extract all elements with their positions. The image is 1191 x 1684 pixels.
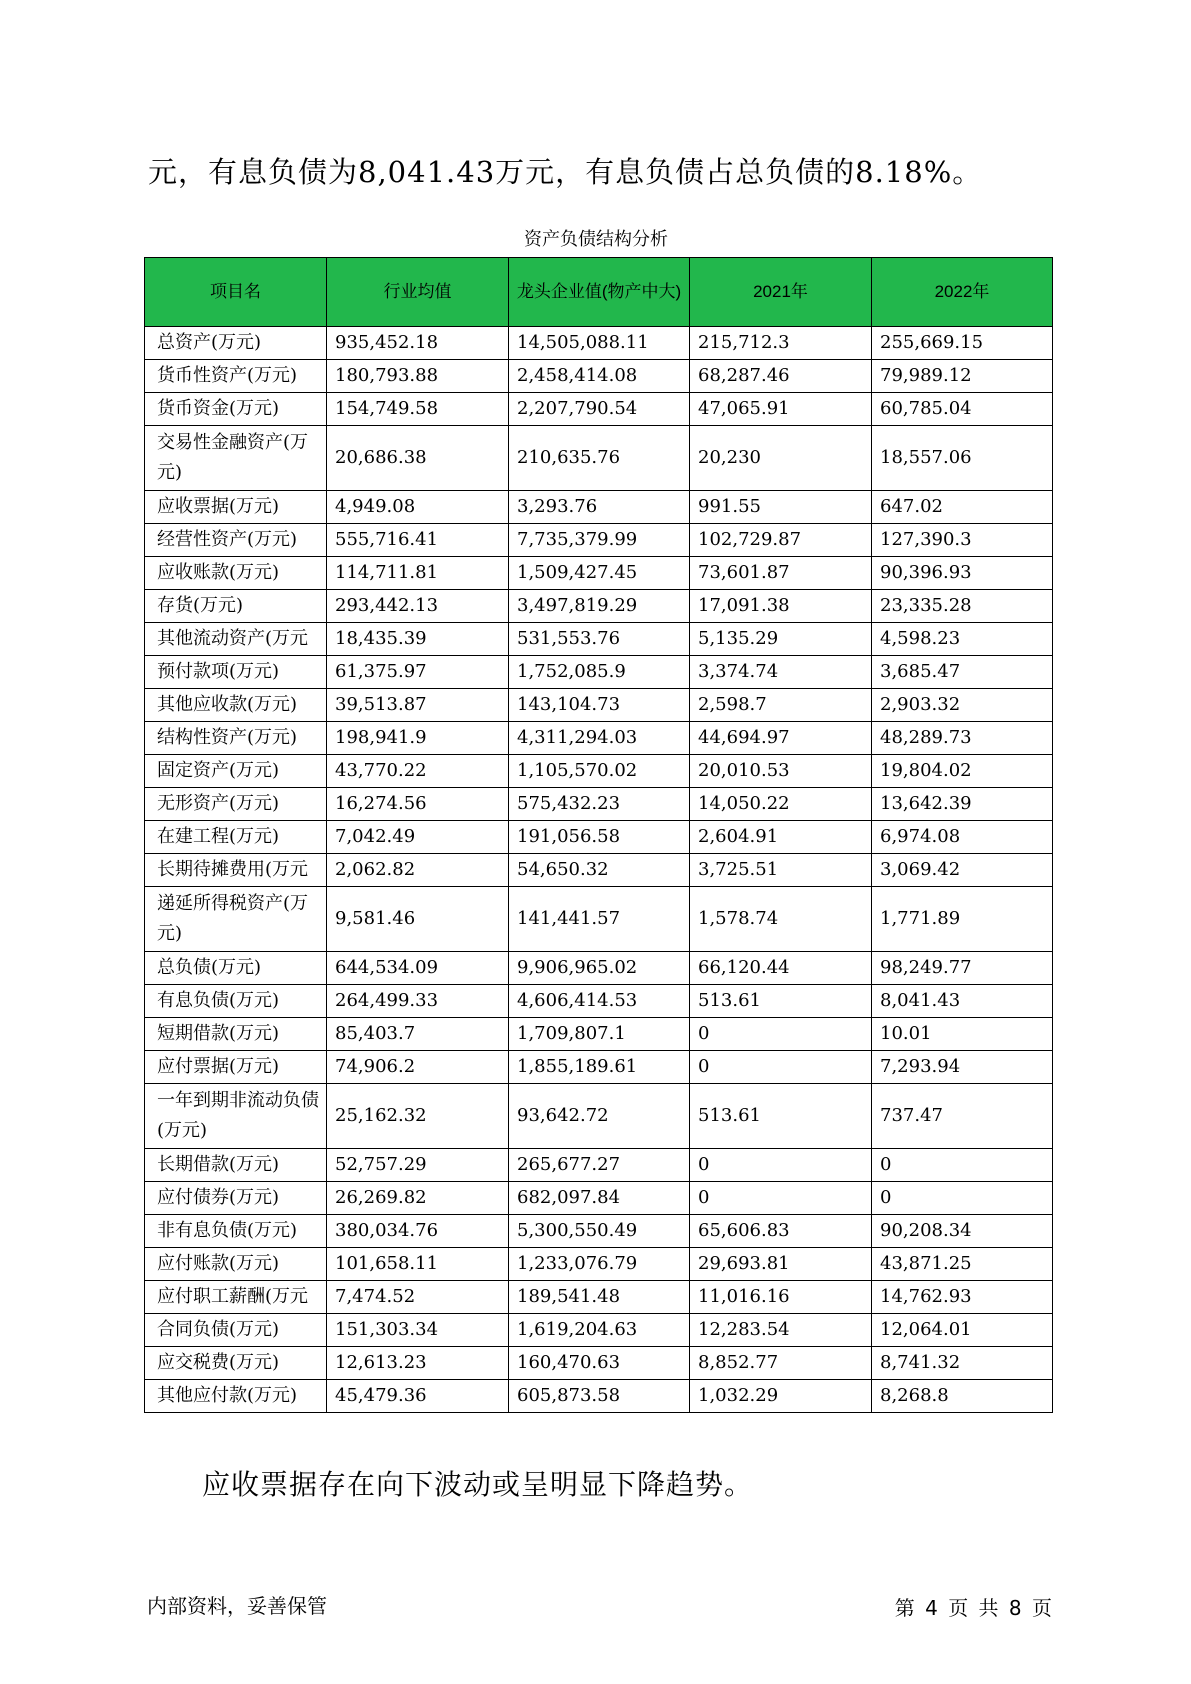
header-item-name: 项目名 (145, 258, 327, 327)
row-value: 0 (690, 1051, 872, 1084)
row-value: 114,711.81 (327, 557, 509, 590)
row-value: 11,016.16 (690, 1281, 872, 1314)
row-label: 非有息负债(万元) (145, 1215, 327, 1248)
row-value: 66,120.44 (690, 952, 872, 985)
table-header-row (145, 258, 1053, 327)
row-value: 61,375.97 (327, 656, 509, 689)
header-year-2021: 2021年 (690, 258, 872, 327)
row-value: 45,479.36 (327, 1380, 509, 1413)
row-label: 递延所得税资产(万元) (145, 887, 327, 952)
row-label: 预付款项(万元) (145, 656, 327, 689)
row-value: 3,069.42 (872, 854, 1053, 887)
table-row (145, 788, 1053, 821)
table-row (145, 1084, 1053, 1149)
row-label: 结构性资产(万元) (145, 722, 327, 755)
row-value: 1,752,085.9 (509, 656, 690, 689)
row-value: 48,289.73 (872, 722, 1053, 755)
footer-confidential: 内部资料，妥善保管 (147, 1594, 327, 1618)
row-value: 141,441.57 (509, 887, 690, 952)
row-value: 8,741.32 (872, 1347, 1053, 1380)
table-row (145, 985, 1053, 1018)
row-value: 1,709,807.1 (509, 1018, 690, 1051)
row-label: 应交税费(万元) (145, 1347, 327, 1380)
row-value: 23,335.28 (872, 590, 1053, 623)
row-value: 737.47 (872, 1084, 1053, 1149)
row-value: 7,474.52 (327, 1281, 509, 1314)
row-value: 513.61 (690, 1084, 872, 1149)
row-value: 73,601.87 (690, 557, 872, 590)
row-value: 13,642.39 (872, 788, 1053, 821)
row-value: 3,685.47 (872, 656, 1053, 689)
row-value: 2,604.91 (690, 821, 872, 854)
row-value: 4,606,414.53 (509, 985, 690, 1018)
row-label: 无形资产(万元) (145, 788, 327, 821)
row-value: 90,208.34 (872, 1215, 1053, 1248)
row-label: 其他应收款(万元) (145, 689, 327, 722)
row-value: 4,598.23 (872, 623, 1053, 656)
table-row (145, 557, 1053, 590)
row-value: 8,268.8 (872, 1380, 1053, 1413)
table-row (145, 1281, 1053, 1314)
row-value: 14,505,088.11 (509, 327, 690, 360)
row-value: 1,855,189.61 (509, 1051, 690, 1084)
table-caption: 资产负债结构分析 (524, 229, 668, 250)
row-label: 合同负债(万元) (145, 1314, 327, 1347)
row-value: 68,287.46 (690, 360, 872, 393)
table-row (145, 590, 1053, 623)
row-value: 19,804.02 (872, 755, 1053, 788)
row-label: 应收票据(万元) (145, 491, 327, 524)
row-value: 605,873.58 (509, 1380, 690, 1413)
row-value: 8,852.77 (690, 1347, 872, 1380)
row-value: 16,274.56 (327, 788, 509, 821)
row-label: 一年到期非流动负债(万元) (145, 1084, 327, 1149)
table-row (145, 854, 1053, 887)
row-value: 935,452.18 (327, 327, 509, 360)
table-row (145, 491, 1053, 524)
row-value: 12,283.54 (690, 1314, 872, 1347)
row-value: 9,906,965.02 (509, 952, 690, 985)
row-value: 293,442.13 (327, 590, 509, 623)
row-value: 682,097.84 (509, 1182, 690, 1215)
row-value: 25,162.32 (327, 1084, 509, 1149)
table-row (145, 887, 1053, 952)
row-value: 151,303.34 (327, 1314, 509, 1347)
row-value: 264,499.33 (327, 985, 509, 1018)
row-value: 1,619,204.63 (509, 1314, 690, 1347)
row-label: 应付票据(万元) (145, 1051, 327, 1084)
row-value: 4,949.08 (327, 491, 509, 524)
row-value: 102,729.87 (690, 524, 872, 557)
row-value: 85,403.7 (327, 1018, 509, 1051)
row-value: 3,293.76 (509, 491, 690, 524)
row-value: 74,906.2 (327, 1051, 509, 1084)
row-value: 1,578.74 (690, 887, 872, 952)
row-value: 20,686.38 (327, 426, 509, 491)
row-value: 7,293.94 (872, 1051, 1053, 1084)
row-label: 在建工程(万元) (145, 821, 327, 854)
row-value: 2,062.82 (327, 854, 509, 887)
row-value: 7,042.49 (327, 821, 509, 854)
row-value: 0 (690, 1149, 872, 1182)
table-row (145, 1182, 1053, 1215)
row-value: 160,470.63 (509, 1347, 690, 1380)
row-value: 198,941.9 (327, 722, 509, 755)
row-value: 18,557.06 (872, 426, 1053, 491)
row-value: 54,650.32 (509, 854, 690, 887)
row-value: 14,762.93 (872, 1281, 1053, 1314)
row-label: 应收账款(万元) (145, 557, 327, 590)
table-row (145, 755, 1053, 788)
row-label: 应付职工薪酬(万元 (145, 1281, 327, 1314)
row-label: 短期借款(万元) (145, 1018, 327, 1051)
row-value: 1,509,427.45 (509, 557, 690, 590)
row-value: 44,694.97 (690, 722, 872, 755)
row-value: 2,207,790.54 (509, 393, 690, 426)
row-value: 18,435.39 (327, 623, 509, 656)
row-value: 555,716.41 (327, 524, 509, 557)
row-value: 79,989.12 (872, 360, 1053, 393)
row-value: 1,233,076.79 (509, 1248, 690, 1281)
row-label: 经营性资产(万元) (145, 524, 327, 557)
row-value: 0 (872, 1182, 1053, 1215)
row-value: 60,785.04 (872, 393, 1053, 426)
table-row (145, 1051, 1053, 1084)
row-label: 固定资产(万元) (145, 755, 327, 788)
table-row (145, 1314, 1053, 1347)
row-value: 3,497,819.29 (509, 590, 690, 623)
table-row (145, 1149, 1053, 1182)
table-row (145, 689, 1053, 722)
row-value: 39,513.87 (327, 689, 509, 722)
row-value: 14,050.22 (690, 788, 872, 821)
row-label: 货币资金(万元) (145, 393, 327, 426)
row-value: 93,642.72 (509, 1084, 690, 1149)
row-value: 2,598.7 (690, 689, 872, 722)
row-value: 531,553.76 (509, 623, 690, 656)
row-value: 3,725.51 (690, 854, 872, 887)
table-row (145, 1018, 1053, 1051)
table-row (145, 821, 1053, 854)
row-value: 191,056.58 (509, 821, 690, 854)
table-row (145, 426, 1053, 491)
balance-sheet-table (144, 257, 1053, 1413)
row-value: 2,458,414.08 (509, 360, 690, 393)
row-value: 380,034.76 (327, 1215, 509, 1248)
row-value: 43,871.25 (872, 1248, 1053, 1281)
row-value: 90,396.93 (872, 557, 1053, 590)
row-value: 0 (872, 1149, 1053, 1182)
row-label: 交易性金融资产(万元) (145, 426, 327, 491)
row-value: 991.55 (690, 491, 872, 524)
table-row (145, 327, 1053, 360)
table-body (145, 327, 1053, 1413)
row-value: 10.01 (872, 1018, 1053, 1051)
row-value: 210,635.76 (509, 426, 690, 491)
table-row (145, 722, 1053, 755)
row-value: 189,541.48 (509, 1281, 690, 1314)
row-label: 货币性资产(万元) (145, 360, 327, 393)
row-value: 647.02 (872, 491, 1053, 524)
row-value: 0 (690, 1182, 872, 1215)
row-label: 总资产(万元) (145, 327, 327, 360)
row-value: 12,064.01 (872, 1314, 1053, 1347)
row-value: 1,771.89 (872, 887, 1053, 952)
row-value: 17,091.38 (690, 590, 872, 623)
row-value: 8,041.43 (872, 985, 1053, 1018)
row-label: 其他流动资产(万元 (145, 623, 327, 656)
row-value: 26,269.82 (327, 1182, 509, 1215)
row-value: 5,135.29 (690, 623, 872, 656)
row-value: 154,749.58 (327, 393, 509, 426)
row-label: 长期待摊费用(万元 (145, 854, 327, 887)
row-value: 180,793.88 (327, 360, 509, 393)
table-row (145, 360, 1053, 393)
row-value: 98,249.77 (872, 952, 1053, 985)
table-row (145, 1380, 1053, 1413)
footer-page-number: 第 4 页 共 8 页 (894, 1596, 1052, 1620)
row-label: 应付债券(万元) (145, 1182, 327, 1215)
header-industry-average: 行业均值 (327, 258, 509, 327)
row-value: 255,669.15 (872, 327, 1053, 360)
table-row (145, 623, 1053, 656)
table-row (145, 952, 1053, 985)
header-leader-value: 龙头企业值(物产中大) (509, 258, 690, 327)
table-row (145, 1347, 1053, 1380)
row-value: 65,606.83 (690, 1215, 872, 1248)
row-value: 265,677.27 (509, 1149, 690, 1182)
row-value: 1,032.29 (690, 1380, 872, 1413)
table-row (145, 1248, 1053, 1281)
table-row (145, 1215, 1053, 1248)
intro-paragraph: 元，有息负债为8,041.43万元，有息负债占总负债的8.18%。 (148, 155, 983, 189)
row-label: 总负债(万元) (145, 952, 327, 985)
row-label: 其他应付款(万元) (145, 1380, 327, 1413)
row-value: 47,065.91 (690, 393, 872, 426)
row-value: 101,658.11 (327, 1248, 509, 1281)
row-value: 1,105,570.02 (509, 755, 690, 788)
row-value: 127,390.3 (872, 524, 1053, 557)
analysis-note: 应收票据存在向下波动或呈明显下降趋势。 (202, 1468, 754, 1501)
row-value: 20,010.53 (690, 755, 872, 788)
row-value: 215,712.3 (690, 327, 872, 360)
row-value: 143,104.73 (509, 689, 690, 722)
row-value: 6,974.08 (872, 821, 1053, 854)
row-value: 575,432.23 (509, 788, 690, 821)
row-value: 644,534.09 (327, 952, 509, 985)
table-row (145, 656, 1053, 689)
row-value: 5,300,550.49 (509, 1215, 690, 1248)
row-label: 长期借款(万元) (145, 1149, 327, 1182)
row-value: 7,735,379.99 (509, 524, 690, 557)
row-value: 513.61 (690, 985, 872, 1018)
row-value: 29,693.81 (690, 1248, 872, 1281)
row-value: 52,757.29 (327, 1149, 509, 1182)
row-value: 9,581.46 (327, 887, 509, 952)
row-value: 20,230 (690, 426, 872, 491)
row-label: 应付账款(万元) (145, 1248, 327, 1281)
header-year-2022: 2022年 (872, 258, 1053, 327)
row-label: 存货(万元) (145, 590, 327, 623)
row-value: 2,903.32 (872, 689, 1053, 722)
row-value: 3,374.74 (690, 656, 872, 689)
row-value: 0 (690, 1018, 872, 1051)
table-row (145, 393, 1053, 426)
row-value: 43,770.22 (327, 755, 509, 788)
row-value: 12,613.23 (327, 1347, 509, 1380)
table-row (145, 524, 1053, 557)
row-value: 4,311,294.03 (509, 722, 690, 755)
row-label: 有息负债(万元) (145, 985, 327, 1018)
